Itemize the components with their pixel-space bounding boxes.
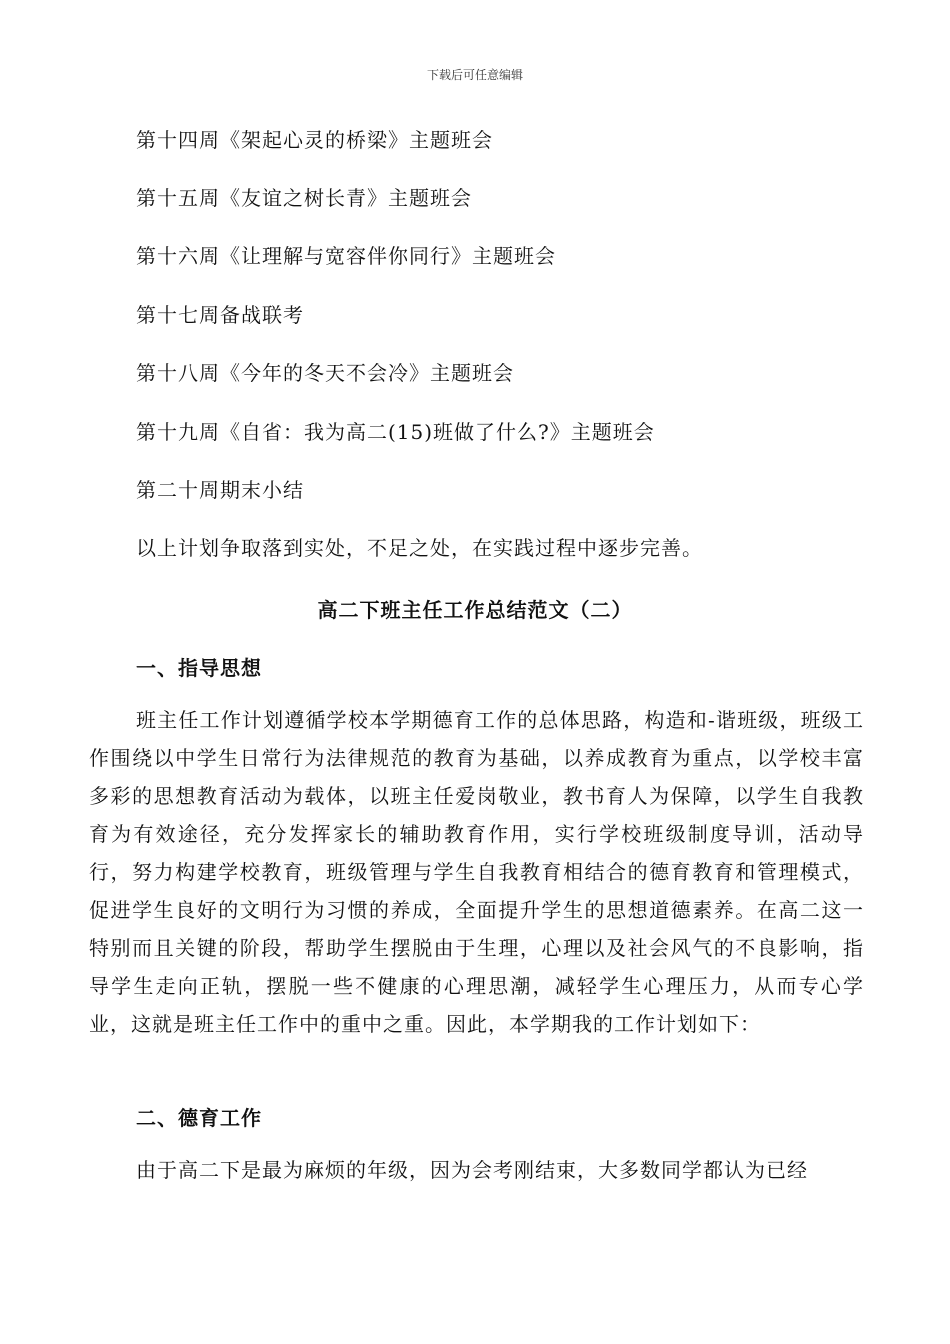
section-heading-guiding-ideology: 一、指导思想 xyxy=(136,656,262,680)
week-15-item: 第十五周《友谊之树长青》主题班会 xyxy=(136,186,472,210)
closing-statement: 以上计划争取落到实处，不足之处，在实践过程中逐步完善。 xyxy=(136,536,703,560)
week-20-item: 第二十周期末小结 xyxy=(136,478,304,502)
week-16-item: 第十六周《让理解与宽容伴你同行》主题班会 xyxy=(136,244,556,268)
week-14-item: 第十四周《架起心灵的桥梁》主题班会 xyxy=(136,128,493,152)
page-header: 下载后可任意编辑 xyxy=(426,68,523,82)
week-18-item: 第十八周《今年的冬天不会冷》主题班会 xyxy=(136,361,514,385)
section-paragraph-moral-education: 由于高二下是最为麻烦的年级，因为会考刚结束，大多数同学都认为已经 xyxy=(136,1158,808,1182)
week-19-item: 第十九周《自省：我为高二(15)班做了什么?》主题班会 xyxy=(136,420,655,444)
week-17-item: 第十七周备战联考 xyxy=(136,303,304,327)
section-paragraph-guiding-ideology: 班主任工作计划遵循学校本学期德育工作的总体思路，构造和-谐班级，班级工作围绕以中学生日常行为法律规范的教育为基础，以养成教育为重点，以学校丰富多彩的思想教育活动为载体，以班主任爱岗敬业，教书育人为保障，以学生自我教育为有效途径，充分发挥家长的辅助教育作用，实行学校班级制度导训，活动导行，努力构建学校教育，班级管理与学生自我教育相结合的德育教育和管理模式，促进学生良好的文明行为习惯的养成，全面提升学生的思想道德素养。在高二这一特别而且关键的阶段，帮助学生摆脱由于生理，心理以及社会风气的不良影响，指导学生走向正轨，摆脱一些不健康的心理思潮，减轻学生心理压力，从而专心学业，这就是班主任工作中的重中之重。因此，本学期我的工作计划如下： xyxy=(89,708,864,1036)
document-title: 高二下班主任工作总结范文（二） xyxy=(317,598,633,622)
section-heading-moral-education: 二、德育工作 xyxy=(136,1106,262,1130)
